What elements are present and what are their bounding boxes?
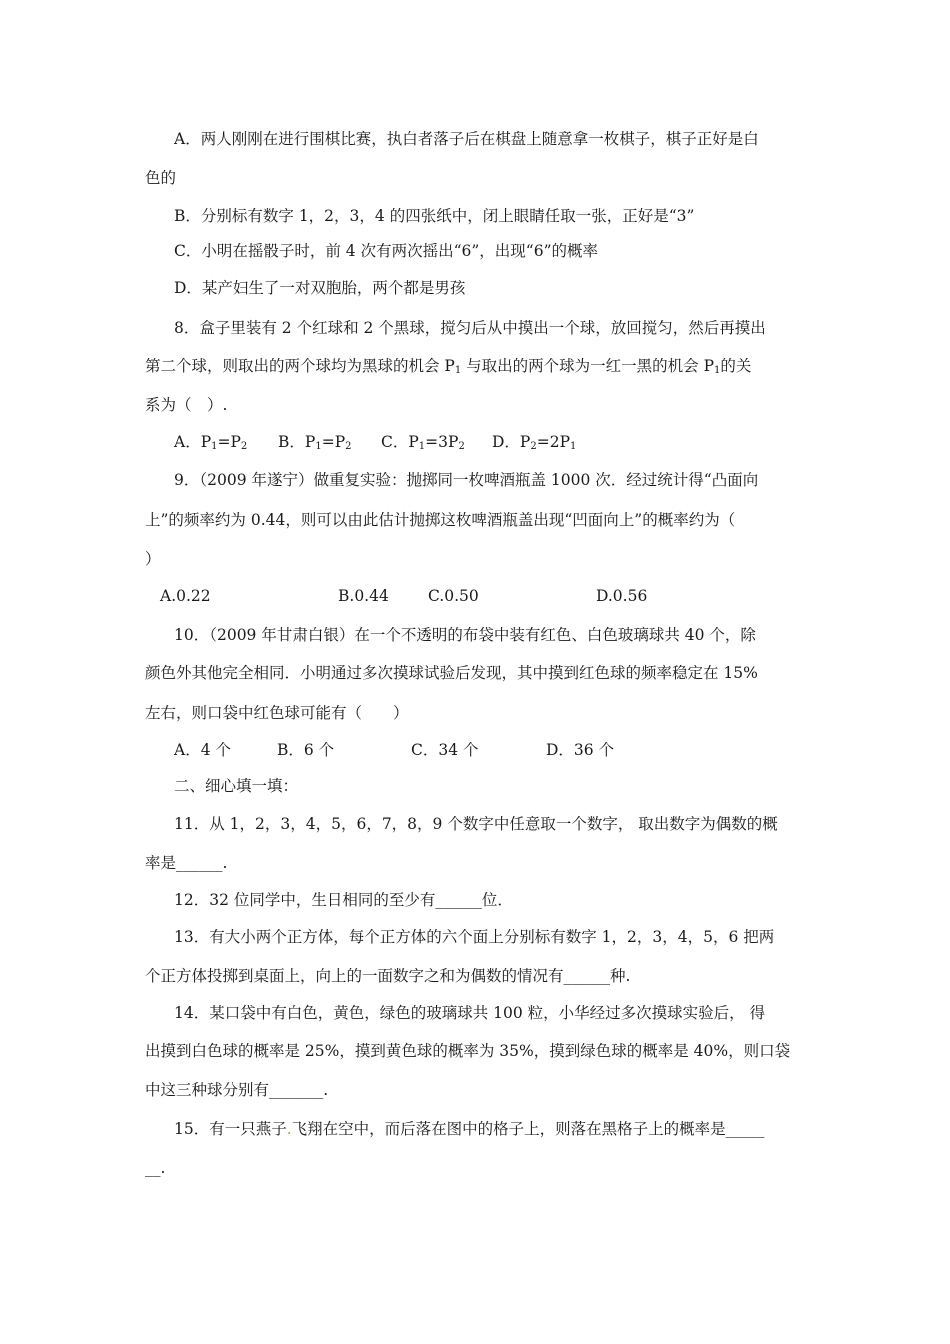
- q9-option-b: B.0.44: [338, 587, 389, 605]
- q8-option-c: C．$P_1=3P_2$: [381, 433, 465, 452]
- q10-options: [174, 740, 654, 760]
- q8-option-d: D．$P_2=2P_1$: [492, 433, 577, 452]
- q10-option-d: D．36 个: [546, 741, 615, 759]
- q12: 12．32 位同学中，生日相同的至少有______位．: [174, 891, 513, 909]
- q11-line2: 率是______.: [145, 854, 228, 872]
- q8-line3: 系为（ ）.: [145, 396, 228, 414]
- q7-option-a-line2: 色的: [145, 169, 177, 187]
- q8-option-a: A．$P_1=P_2$: [174, 433, 248, 452]
- q10-line2: 颜色外其他完全相同．小明通过多次摸球试验后发现，其中摸到红色球的频率稳定在 15%: [145, 664, 758, 682]
- q13-line2: 个正方体投掷到桌面上，向上的一面数字之和为偶数的情况有______种.: [145, 967, 631, 985]
- q8-line2-part1: 第二个球，则取出的两个球均为黑球的机会 P: [145, 357, 455, 375]
- q8-line2-sub1: 1: [454, 365, 462, 376]
- q10-option-a: A．4 个: [174, 741, 231, 759]
- q8-line1: 8．盒子里装有 2 个红球和 2 个黑球，搅匀后从中摸出一个球，放回搅匀，然后再摸出: [174, 319, 766, 337]
- q7-option-d: D．某产妇生了一对双胞胎，两个都是男孩: [174, 279, 466, 297]
- q14-line3: 中这三种球分别有_______.: [145, 1081, 329, 1099]
- q7-option-b: B．分别标有数字 1，2，3，4 的四张纸中，闭上眼睛任取一张，正好是“3”: [174, 207, 695, 225]
- q7-option-c: C．小明在摇骰子时，前 4 次有两次摇出“6”，出现“6”的概率: [174, 242, 598, 260]
- q9-options: [160, 586, 680, 606]
- q10-option-c: C．34 个: [411, 741, 479, 759]
- q14-line2: 出摸到白色球的概率是 25%，摸到黄色球的概率为 35%，摸到绿色球的概率是 40%，则口袋: [145, 1042, 791, 1060]
- section-heading: 二、细心填一填：: [174, 777, 299, 795]
- q11-line1: 11．从 1，2，3，4，5，6，7，8，9 个数字中任意取一个数字， 取出数字为偶数的概: [174, 815, 778, 833]
- q9-option-a: A.0.22: [160, 587, 211, 605]
- q15-line1-part1: 15．有一只燕子: [174, 1120, 287, 1138]
- q14-line1: 14．某口袋中有白色，黄色，绿色的玻璃球共 100 粒，小华经过多次摸球实验后， 得: [174, 1004, 766, 1022]
- q9-option-c: C.0.50: [428, 587, 479, 605]
- q15-marker-dot: .: [286, 1120, 292, 1138]
- q8-line2-part2: 与取出的两个球为一红一黑的机会 P: [461, 357, 715, 375]
- q9-line3: ）: [145, 550, 161, 568]
- q10-line3: 左右，则口袋中红色球可能有（ ）: [145, 704, 409, 722]
- q8-option-b: B．$P_1=P_2$: [278, 433, 352, 452]
- q15-line1-part2: 飞翔在空中，而后落在图中的格子上，则落在黑格子上的概率是_____: [291, 1120, 765, 1138]
- q10-option-b: B．6 个: [277, 741, 335, 759]
- q8-line2: [145, 356, 751, 381]
- q9-option-d: D.0.56: [596, 587, 648, 605]
- q9-line1: 9．（2009 年遂宁）做重复实验：抛掷同一枚啤酒瓶盖 1000 次．经过统计得“凸面向: [174, 471, 759, 489]
- q15-line2: __.: [145, 1159, 166, 1177]
- q8-line2-sub2: 1: [714, 365, 721, 376]
- q9-line2: 上”的频率约为 0.44，则可以由此估计抛掷这枚啤酒瓶盖出现“凹面向上”的概率约为（: [145, 511, 736, 529]
- q7-option-a-line1: A．两人刚刚在进行围棋比赛，执白者落子后在棋盘上随意拿一枚棋子，棋子正好是白: [174, 130, 759, 148]
- q10-line1: 10．（2009 年甘肃白银）在一个不透明的布袋中装有红色、白色玻璃球共 40 个，除: [174, 626, 756, 644]
- q13-line1: 13．有大小两个正方体，每个正方体的六个面上分别标有数字 1，2，3，4，5，6 把两: [174, 928, 775, 946]
- q8-options: [174, 432, 734, 452]
- q8-line2-part3: 的关: [720, 357, 752, 375]
- q15-line1: [174, 1119, 764, 1139]
